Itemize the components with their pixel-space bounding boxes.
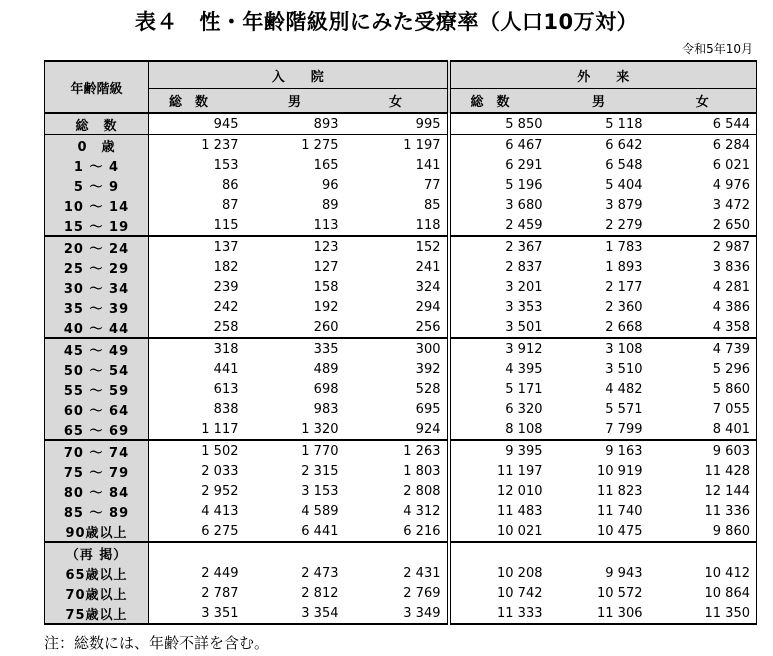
table-row [45, 155, 757, 175]
rate-cell-outpatient-male: 9 943 [605, 565, 643, 581]
rate-cell-inpatient-total: 115 [149, 215, 245, 236]
table-row [45, 297, 757, 317]
rate-cell-outpatient-female: 6 544 [649, 113, 757, 135]
table-body [45, 113, 757, 624]
rate-cell-outpatient-total: 10 021 [449, 521, 549, 542]
rate-cell-outpatient-female: 6 284 [649, 135, 757, 156]
rate-cell-inpatient-male: 165 [313, 157, 339, 173]
rate-cell-inpatient-total: 182 [213, 259, 239, 275]
age-group-label: 0 歳 [45, 135, 149, 156]
rate-cell-outpatient-male: 4 482 [605, 381, 643, 397]
age-group-label: 15 ～ 19 [45, 215, 149, 236]
rate-cell-inpatient-female: 300 [415, 341, 441, 357]
rate-cell-inpatient-total: 86 [221, 177, 239, 193]
col-outpatient-total: 総 数 [449, 89, 549, 114]
rate-cell-inpatient-female: 294 [415, 299, 441, 315]
table-row [45, 195, 757, 215]
age-group-label: 35 ～ 39 [45, 297, 149, 317]
rate-cell-outpatient-total: 11 197 [449, 461, 549, 481]
rate-cell-inpatient-female [345, 542, 449, 563]
rate-cell-outpatient-total: 5 850 [449, 113, 549, 135]
table-row [45, 236, 757, 257]
age-group-label: 75 ～ 79 [45, 461, 149, 481]
age-group-label: 25 ～ 29 [45, 257, 149, 277]
rate-cell-inpatient-total: 1 502 [201, 443, 239, 459]
rate-cell-inpatient-total: 258 [149, 317, 245, 338]
rate-cell-outpatient-male: 3 108 [605, 341, 643, 357]
rate-cell-outpatient-male: 2 177 [605, 279, 643, 295]
rate-cell-outpatient-male [549, 542, 649, 563]
table-row [45, 583, 757, 603]
rate-cell-outpatient-female: 7 055 [649, 399, 757, 419]
rate-cell-outpatient-female [649, 542, 757, 563]
rate-cell-inpatient-total: 1 117 [149, 419, 245, 440]
rate-cell-inpatient-male: 1 275 [301, 137, 339, 153]
rate-cell-inpatient-female: 528 [415, 381, 441, 397]
rate-cell-inpatient-female: 995 [345, 113, 449, 135]
table-row [45, 135, 757, 156]
rate-cell-outpatient-total: 11 483 [449, 501, 549, 521]
rate-cell-outpatient-male: 2 360 [605, 299, 643, 315]
rate-cell-inpatient-total: 87 [221, 197, 239, 213]
rate-cell-outpatient-total: 3 680 [449, 195, 549, 215]
table-row [45, 461, 757, 481]
rate-cell-inpatient-male: 2 315 [301, 463, 339, 479]
table-row [45, 338, 757, 359]
rate-cell-outpatient-male: 5 571 [605, 401, 643, 417]
age-group-label: 1 ～ 4 [45, 155, 149, 175]
rate-cell-outpatient-female: 6 021 [649, 155, 757, 175]
rate-cell-inpatient-male: 96 [321, 177, 339, 193]
table-row [45, 359, 757, 379]
rate-cell-outpatient-total: 3 912 [449, 338, 549, 359]
age-group-label: 55 ～ 59 [45, 379, 149, 399]
age-group-label: 70歳以上 [45, 583, 149, 603]
table-row [45, 501, 757, 521]
rate-cell-outpatient-female: 10 864 [649, 583, 757, 603]
rate-cell-inpatient-female: 2 769 [403, 585, 441, 601]
rate-cell-inpatient-male: 89 [321, 197, 339, 213]
rate-cell-outpatient-total: 5 196 [449, 175, 549, 195]
rate-cell-inpatient-male: 698 [313, 381, 339, 397]
rate-cell-outpatient-total: 5 171 [449, 379, 549, 399]
age-group-label: 80 ～ 84 [45, 481, 149, 501]
rate-cell-inpatient-female: 256 [345, 317, 449, 338]
rate-cell-outpatient-female: 4 739 [649, 338, 757, 359]
outpatient-header: 外 来 [449, 61, 757, 89]
rate-cell-outpatient-female: 9 860 [649, 521, 757, 542]
rate-cell-inpatient-total: 242 [213, 299, 239, 315]
rate-cell-inpatient-male: 489 [313, 361, 339, 377]
rate-cell-inpatient-female: 85 [423, 197, 441, 213]
col-outpatient-female: 女 [649, 89, 757, 114]
table-row [45, 542, 757, 563]
rate-cell-inpatient-total: 945 [149, 113, 245, 135]
age-group-label: 5 ～ 9 [45, 175, 149, 195]
col-inpatient-total: 総 数 [149, 89, 245, 114]
rate-cell-inpatient-total: 4 413 [201, 503, 239, 519]
rate-cell-outpatient-female: 4 386 [649, 297, 757, 317]
rate-cell-outpatient-male: 11 740 [597, 503, 643, 519]
age-group-header: 年齢階級 [45, 61, 149, 113]
rate-cell-outpatient-total: 6 291 [449, 155, 549, 175]
rate-cell-outpatient-female: 4 281 [649, 277, 757, 297]
rate-cell-outpatient-male: 10 919 [597, 463, 643, 479]
rate-cell-inpatient-female: 6 216 [345, 521, 449, 542]
rate-cell-outpatient-male: 5 404 [605, 177, 643, 193]
rate-cell-inpatient-male: 983 [313, 401, 339, 417]
rate-cell-outpatient-total: 9 395 [449, 440, 549, 461]
rate-cell-inpatient-total: 137 [213, 239, 239, 255]
rate-cell-outpatient-male: 2 279 [549, 215, 649, 236]
rate-cell-inpatient-female: 695 [415, 401, 441, 417]
rate-cell-outpatient-female: 12 144 [649, 481, 757, 501]
rate-cell-outpatient-total: 6 320 [449, 399, 549, 419]
rate-cell-inpatient-male: 192 [313, 299, 339, 315]
rate-cell-outpatient-male: 3 879 [605, 197, 643, 213]
footnote: 注：総数には、年齢不詳を含む。 [44, 634, 270, 652]
table-row [45, 175, 757, 195]
rate-cell-outpatient-female: 8 401 [649, 419, 757, 440]
rate-cell-inpatient-female: 141 [415, 157, 441, 173]
rate-cell-outpatient-total: 3 201 [449, 277, 549, 297]
rate-cell-outpatient-male: 6 642 [605, 137, 643, 153]
rate-cell-inpatient-female: 1 263 [403, 443, 441, 459]
rate-cell-outpatient-male: 6 548 [605, 157, 643, 173]
rate-cell-inpatient-total: 3 351 [149, 603, 245, 624]
rate-cell-outpatient-female: 4 358 [649, 317, 757, 338]
rate-cell-outpatient-female: 5 860 [649, 379, 757, 399]
rate-cell-inpatient-female: 4 312 [403, 503, 441, 519]
age-group-label: 10 ～ 14 [45, 195, 149, 215]
rate-cell-inpatient-male: 1 320 [245, 419, 345, 440]
table-row [45, 277, 757, 297]
rate-cell-inpatient-male: 335 [313, 341, 339, 357]
rate-cell-inpatient-male: 2 473 [301, 565, 339, 581]
table-row [45, 215, 757, 236]
rate-cell-outpatient-female: 11 336 [649, 501, 757, 521]
age-group-label: 20 ～ 24 [45, 236, 149, 257]
rate-cell-inpatient-female: 152 [415, 239, 441, 255]
rate-cell-inpatient-total: 6 275 [149, 521, 245, 542]
rate-cell-inpatient-total: 153 [213, 157, 239, 173]
rate-cell-inpatient-total: 613 [213, 381, 239, 397]
table-row [45, 521, 757, 542]
rate-cell-outpatient-total [449, 542, 549, 563]
age-group-label: 75歳以上 [45, 603, 149, 624]
rate-cell-outpatient-female: 3 472 [649, 195, 757, 215]
age-group-label: 70 ～ 74 [45, 440, 149, 461]
rate-cell-outpatient-male: 5 118 [549, 113, 649, 135]
age-group-label: （再 掲） [45, 542, 149, 563]
rate-cell-outpatient-male: 1 783 [605, 239, 643, 255]
rate-cell-outpatient-total: 4 395 [449, 359, 549, 379]
age-group-label: 総 数 [45, 113, 149, 135]
rate-cell-inpatient-male: 1 770 [301, 443, 339, 459]
age-group-label: 45 ～ 49 [45, 338, 149, 359]
rate-cell-inpatient-female: 241 [415, 259, 441, 275]
age-group-label: 30 ～ 34 [45, 277, 149, 297]
rate-cell-outpatient-female: 11 428 [649, 461, 757, 481]
rate-cell-inpatient-total: 2 952 [201, 483, 239, 499]
age-group-label: 50 ～ 54 [45, 359, 149, 379]
rate-cell-outpatient-male: 3 510 [605, 361, 643, 377]
rate-cell-inpatient-total [149, 542, 245, 563]
rate-cell-outpatient-female: 4 976 [649, 175, 757, 195]
rate-cell-inpatient-total: 1 237 [201, 137, 239, 153]
rate-cell-inpatient-total: 2 449 [201, 565, 239, 581]
rate-cell-inpatient-female: 2 808 [403, 483, 441, 499]
rate-cell-inpatient-male [245, 542, 345, 563]
rate-cell-inpatient-total: 239 [213, 279, 239, 295]
rate-cell-outpatient-total: 3 353 [449, 297, 549, 317]
page-title: 表４ 性・年齢階級別にみた受療率（人口10万対） [134, 10, 639, 34]
rate-cell-inpatient-female: 77 [423, 177, 441, 193]
rate-cell-inpatient-total: 2 033 [201, 463, 239, 479]
age-group-label: 60 ～ 64 [45, 399, 149, 419]
rate-cell-inpatient-female: 324 [415, 279, 441, 295]
rate-cell-inpatient-female: 2 431 [403, 565, 441, 581]
rate-cell-inpatient-male: 3 354 [245, 603, 345, 624]
rate-cell-inpatient-male: 6 441 [245, 521, 345, 542]
rate-cell-outpatient-female: 10 412 [649, 563, 757, 583]
rate-cell-inpatient-total: 318 [213, 341, 239, 357]
rate-cell-inpatient-total: 441 [213, 361, 239, 377]
rate-cell-outpatient-male: 1 893 [605, 259, 643, 275]
rate-cell-inpatient-male: 2 812 [301, 585, 339, 601]
rate-cell-outpatient-male: 11 823 [597, 483, 643, 499]
rate-cell-inpatient-female: 1 197 [403, 137, 441, 153]
rate-cell-inpatient-male: 113 [245, 215, 345, 236]
table-row [45, 419, 757, 440]
rate-cell-outpatient-female: 3 836 [649, 257, 757, 277]
survey-date: 令和5年10月 [682, 42, 753, 56]
rate-cell-inpatient-female: 924 [345, 419, 449, 440]
table-row [45, 399, 757, 419]
rate-cell-outpatient-total: 11 333 [449, 603, 549, 624]
rate-cell-outpatient-male: 11 306 [549, 603, 649, 624]
rate-cell-outpatient-male: 10 572 [597, 585, 643, 601]
age-group-label: 90歳以上 [45, 521, 149, 542]
rate-cell-inpatient-male: 123 [313, 239, 339, 255]
rate-cell-outpatient-total: 2 837 [449, 257, 549, 277]
rate-cell-inpatient-female: 392 [415, 361, 441, 377]
rate-cell-inpatient-male: 4 589 [301, 503, 339, 519]
table-row [45, 603, 757, 624]
rate-cell-outpatient-male: 2 668 [549, 317, 649, 338]
rate-cell-outpatient-male: 7 799 [549, 419, 649, 440]
rate-cell-inpatient-male: 3 153 [301, 483, 339, 499]
table-row [45, 113, 757, 135]
col-inpatient-male: 男 [245, 89, 345, 114]
rate-cell-outpatient-male: 9 163 [605, 443, 643, 459]
rate-cell-outpatient-total: 3 501 [449, 317, 549, 338]
rate-cell-outpatient-female: 2 987 [649, 236, 757, 257]
rate-cell-inpatient-total: 838 [213, 401, 239, 417]
rate-cell-outpatient-female: 2 650 [649, 215, 757, 236]
rate-cell-outpatient-male: 10 475 [549, 521, 649, 542]
rate-cell-outpatient-female: 9 603 [649, 440, 757, 461]
rate-cell-outpatient-total: 2 367 [449, 236, 549, 257]
rate-cell-inpatient-male: 127 [313, 259, 339, 275]
age-group-label: 65歳以上 [45, 563, 149, 583]
rate-cell-outpatient-total: 8 108 [449, 419, 549, 440]
rate-cell-outpatient-total: 2 459 [449, 215, 549, 236]
inpatient-header: 入 院 [149, 61, 449, 89]
table-row [45, 379, 757, 399]
col-outpatient-male: 男 [549, 89, 649, 114]
rate-cell-outpatient-total: 12 010 [449, 481, 549, 501]
rate-cell-inpatient-male: 158 [313, 279, 339, 295]
rate-cell-outpatient-total: 10 208 [449, 563, 549, 583]
rate-cell-outpatient-total: 10 742 [449, 583, 549, 603]
table-row [45, 317, 757, 338]
rate-cell-inpatient-total: 2 787 [201, 585, 239, 601]
table-row [45, 481, 757, 501]
col-inpatient-female: 女 [345, 89, 449, 114]
table-row [45, 563, 757, 583]
rate-cell-inpatient-female: 1 803 [403, 463, 441, 479]
rate-cell-inpatient-female: 3 349 [345, 603, 449, 624]
table-row [45, 257, 757, 277]
age-group-label: 40 ～ 44 [45, 317, 149, 338]
table-row [45, 440, 757, 461]
rate-cell-outpatient-female: 11 350 [649, 603, 757, 624]
rate-cell-inpatient-female: 118 [345, 215, 449, 236]
age-group-label: 65 ～ 69 [45, 419, 149, 440]
consultation-rate-table [44, 60, 756, 628]
age-group-label: 85 ～ 89 [45, 501, 149, 521]
rate-cell-inpatient-male: 893 [245, 113, 345, 135]
rate-cell-inpatient-male: 260 [245, 317, 345, 338]
rate-cell-outpatient-female: 5 296 [649, 359, 757, 379]
rate-cell-outpatient-total: 6 467 [449, 135, 549, 156]
